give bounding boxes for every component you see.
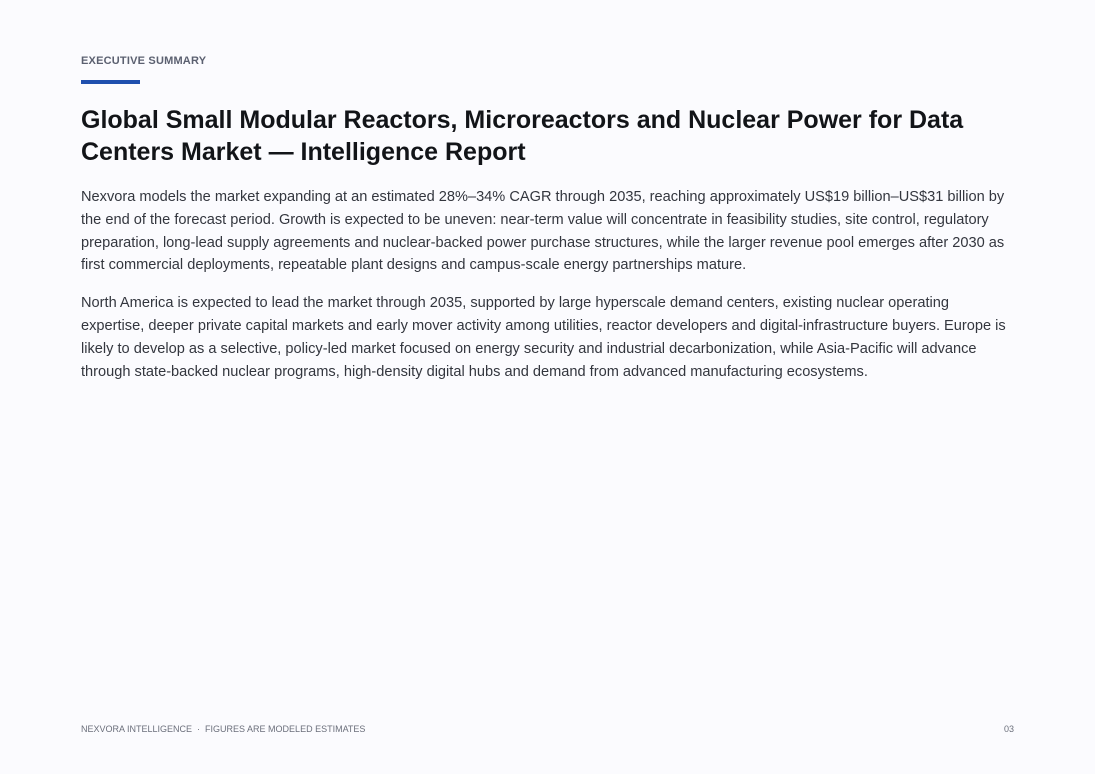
footer-left xyxy=(81,724,365,734)
footer-brand: NEXVORA INTELLIGENCE xyxy=(81,724,193,734)
section-label: EXECUTIVE SUMMARY xyxy=(81,55,207,67)
footer-separator: · xyxy=(197,724,201,734)
summary-body xyxy=(81,186,1016,398)
page-number: 03 xyxy=(1003,724,1014,734)
page-title: Global Small Modular Reactors, Microreactors and Nuclear Power for Data Centers Market — Intelligence Report xyxy=(81,106,964,166)
summary-paragraph-1: Nexvora models the market expanding at an estimated 28%–34% CAGR through 2035, reaching approximately US$19 billion–US$31 billion by the end of the forecast period. Growth is expected to be uneven: near-term value will concentrate in feasibility studies, site control, regulatory preparation, long-lead supply agreements and nuclear-backed power purchase structures, while the larger revenue pool emerges after 2030 as first commercial deployments, repeatable plant designs and campus-scale energy partnerships mature. xyxy=(81,189,1005,274)
report-page xyxy=(81,0,1016,774)
summary-paragraph-2: North America is expected to lead the market through 2035, supported by large hyperscale demand centers, existing nuclear operating expertise, deeper private capital markets and early mover activity among utilities, reactor developers and digital-infrastructure buyers. Europe is likely to develop as a selective, policy-led market focused on energy security and industrial decarbonization, while Asia-Pacific will advance through state-backed nuclear programs, high-density digital hubs and demand from advanced manufacturing ecosystems. xyxy=(81,295,1006,380)
accent-bar xyxy=(81,80,140,84)
footer-note: FIGURES ARE MODELED ESTIMATES xyxy=(205,724,366,734)
